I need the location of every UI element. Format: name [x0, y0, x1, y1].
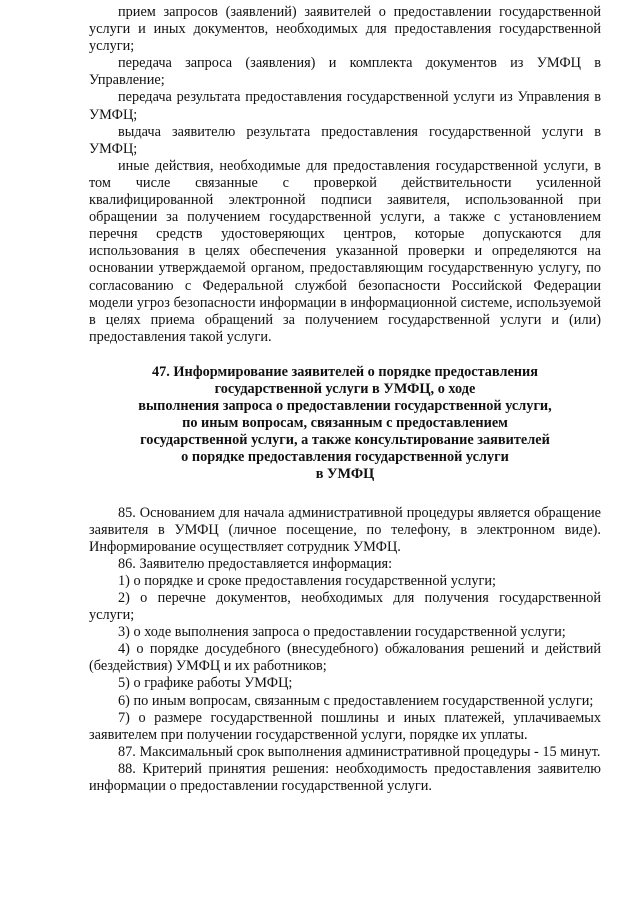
heading-line: по иным вопросам, связанным с предоставлением [182, 415, 508, 432]
body-block [89, 505, 601, 796]
list-item: 5) о графике работы УМФЦ; [118, 675, 293, 692]
list-item: 1) о порядке и сроке предоставления государственной услуги; [118, 572, 496, 589]
list-item: 2) о перечне документов, необходимых для получения государственной услуги; [89, 590, 601, 624]
heading-line: государственной услуги в УМФЦ, о ходе [214, 380, 476, 397]
paragraph: 86. Заявителю предоставляется информация: [118, 555, 393, 572]
heading-line: выполнения запроса о предоставлении государственной услуги, [138, 398, 552, 415]
list-item: 3) о ходе выполнения запроса о предоставлении государственной услуги; [118, 624, 566, 641]
list-item: 4) о порядке досудебного (внесудебного) обжалования решений и действий (бездействия) УМФЦ и их работников; [89, 641, 601, 675]
paragraph: выдача заявителю результата предоставления государственной услуги в УМФЦ; [89, 123, 601, 157]
paragraph: прием запросов (заявлений) заявителей о предоставлении государственной услуги и иных документов, необходимых для предоставления государственной услуги; [89, 4, 601, 55]
paragraph: 88. Критерий принятия решения: необходимость предоставления заявителю информации о предоставлении государственной услуги. [89, 760, 601, 795]
list-item: 7) о размере государственной пошлины и иных платежей, уплачиваемых заявителем при получении государственной услуги, порядке их уплаты. [89, 709, 601, 743]
heading-line: о порядке предоставления государственной услуги [181, 449, 509, 466]
heading-line: государственной услуги, а также консультирование заявителей [140, 432, 550, 449]
section-heading [89, 364, 601, 484]
paragraph: 87. Максимальный срок выполнения административной процедуры - 15 минут. [118, 743, 601, 760]
paragraph: передача результата предоставления государственной услуги из Управления в УМФЦ; [89, 89, 601, 123]
list-item: 6) по иным вопросам, связанным с предоставлением государственной услуги; [118, 692, 594, 709]
heading-line: в УМФЦ [315, 466, 375, 483]
paragraph: передача запроса (заявления) и комплекта документов из УМФЦ в Управление; [89, 55, 601, 89]
paragraph: 85. Основанием для начала административной процедуры является обращение заявителя в УМФЦ (личное посещение, по телефону, в электронном виде). Информирование осуществляет сотрудник УМФЦ. [89, 504, 601, 555]
intro-block [89, 4, 601, 346]
heading-line: 47. Информирование заявителей о порядке предоставления [151, 363, 539, 380]
paragraph: иные действия, необходимые для предоставления государственной услуги, в том числе связанные с проверкой действительности усиленной квалифицированной электронной подписи заявителя, использованной при обращении за получением государственной услуги, а также с установлением перечня средств удостоверяющих центров, которые допускаются для использования в целях обеспечения указанной проверки и определяются на основании утверждаемой органом, предоставляющим государственную услугу, по согласованию с Федеральной службой безопасности Российской Федерации модели угроз безопасности информации в информационной системе, используемой в целях приема обращений за получением государственной услуги и (или) предоставления такой услуги. [89, 157, 601, 345]
